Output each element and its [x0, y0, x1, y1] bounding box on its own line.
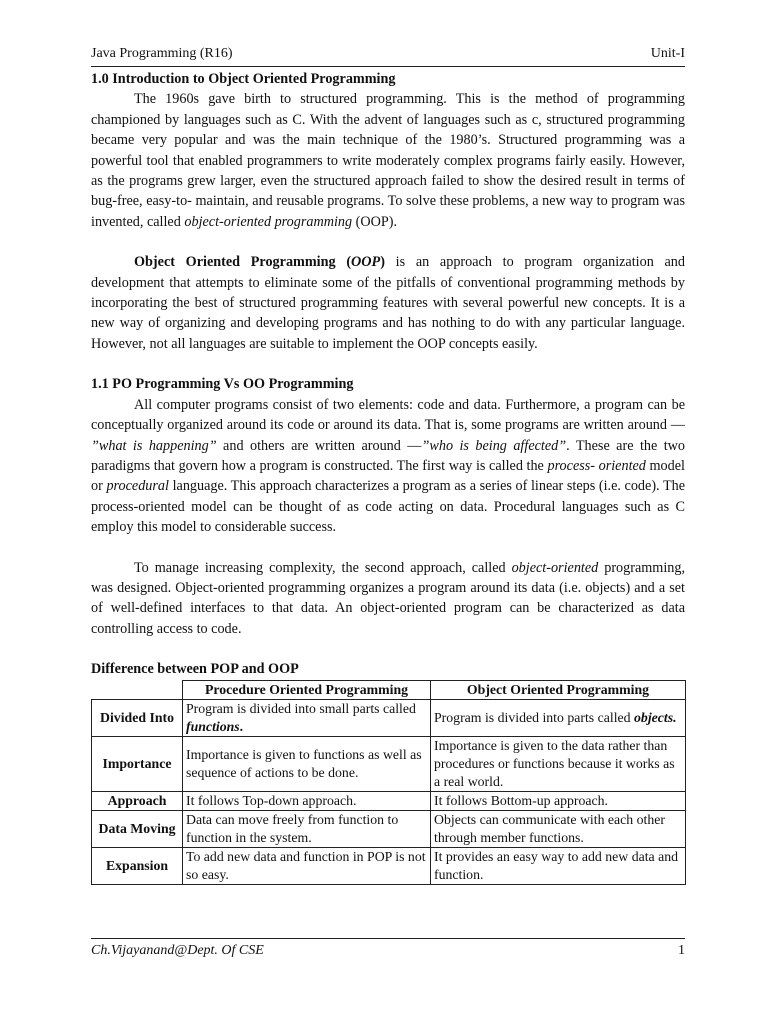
table-cell: It provides an easy way to add new data and function. — [431, 847, 686, 884]
table-corner — [92, 680, 183, 699]
text: Program is divided into parts called — [434, 709, 635, 725]
column-header-pop: Procedure Oriented Programming — [183, 680, 431, 699]
table-cell: It follows Bottom-up approach. — [431, 791, 686, 810]
table-row — [92, 847, 686, 884]
text: Object Oriented Programming ( — [134, 254, 352, 271]
text: All computer programs consist of two elements: code and data. Furthermore, a program can be conceptually organized around its code or around its data. That is, some programs are written around — — [91, 396, 685, 434]
table-caption: Difference between POP and OOP — [91, 661, 299, 678]
page-number: 1 — [678, 943, 685, 958]
text: To manage increasing complexity, the second approach, called — [134, 559, 512, 576]
row-header: Expansion — [92, 847, 183, 884]
table-cell: Objects can communicate with each other through member functions. — [431, 810, 686, 847]
text: Program is divided into small parts called — [186, 700, 416, 716]
emphasis: functions — [186, 718, 240, 734]
text: programming, was designed. Object-oriented programming organizes a program around its data (i.e. objects) and a set of well-defined interfaces to that data. An object-oriented program can be characterized as data controlling access to code. — [91, 559, 685, 637]
emphasis: ”what is happening” — [91, 437, 217, 454]
header-unit: Unit-I — [650, 46, 685, 61]
emphasis: object-oriented programming — [184, 213, 353, 230]
text: (OOP). — [352, 213, 398, 230]
text: language. This approach characterizes a program as a series of linear steps (i.e. code). The process-oriented model can be thought of as code acting on data. Procedural languages such as C employ this model to considerable success. — [91, 478, 685, 536]
table-cell: Importance is given to the data rather than procedures or functions because it works as a real world. — [431, 736, 686, 791]
row-header: Divided Into — [92, 699, 183, 736]
table-header-row — [92, 680, 686, 699]
comparison-table — [91, 680, 686, 885]
table-cell — [431, 699, 686, 736]
text: ) — [380, 254, 385, 271]
text: The 1960s gave birth to structured programming. This is the method of programming championed by languages such as C. With the advent of languages such as c, structured programming became very popular and was the main technique of the 1980’s. Structured programming was a powerful tool that enabled programmers to write moderately complex programs fairly easily. However, as the programs grew larger, even the structured approach failed to show the desired result in terms of bug-free, easy-to- maintain, and reusable programs. To solve these problems, a new way to program was invented, called — [91, 91, 685, 230]
emphasis: ”who is being affected” — [421, 437, 567, 454]
table-row — [92, 810, 686, 847]
row-header: Data Moving — [92, 810, 183, 847]
table-row — [92, 736, 686, 791]
document-body — [91, 69, 685, 885]
section-title-pop-vs-oop: 1.1 PO Programming Vs OO Programming — [91, 376, 354, 393]
column-header-oop: Object Oriented Programming — [431, 680, 686, 699]
paragraph-pop-1 — [91, 395, 685, 538]
paragraph-intro-2 — [91, 252, 685, 354]
table-cell: Data can move freely from function to function in the system. — [183, 810, 431, 847]
text: . These are the two paradigms that govern how a program is constructed. The first way is called the — [91, 437, 685, 474]
table-row — [92, 699, 686, 736]
emphasis: procedural — [106, 478, 169, 495]
emphasis: object-oriented — [511, 559, 599, 576]
text: model or — [91, 457, 685, 495]
emphasis: process- oriented — [547, 457, 646, 474]
text: . — [239, 718, 244, 734]
header-course: Java Programming (R16) — [91, 46, 233, 61]
row-header: Approach — [92, 791, 183, 810]
table-cell: It follows Top-down approach. — [183, 791, 431, 810]
table-cell — [183, 699, 431, 736]
row-header: Importance — [92, 736, 183, 791]
page-footer — [91, 938, 685, 958]
paragraph-intro-1 — [91, 89, 685, 232]
footer-author: Ch.Vijayanand@Dept. Of CSE — [91, 943, 264, 958]
text: and others are written around — — [216, 437, 422, 454]
table-cell: To add new data and function in POP is not so easy. — [183, 847, 431, 884]
emphasis: objects. — [634, 709, 677, 725]
text: is an approach to program organization and development that attempts to eliminate some of the pitfalls of conventional programming methods by incorporating the best of structured programming features with several powerful new concepts. It is a new way of organizing and developing programs and has nothing to do with any particular language. However, not all languages are suitable to implement the OOP concepts easily. — [91, 254, 685, 352]
table-cell: Importance is given to functions as well as sequence of actions to be done. — [183, 736, 431, 791]
paragraph-pop-2 — [91, 558, 685, 640]
section-title-intro: 1.0 Introduction to Object Oriented Programming — [91, 71, 396, 87]
table-row — [92, 791, 686, 810]
page-header — [91, 44, 685, 67]
emphasis: OOP — [351, 254, 381, 271]
